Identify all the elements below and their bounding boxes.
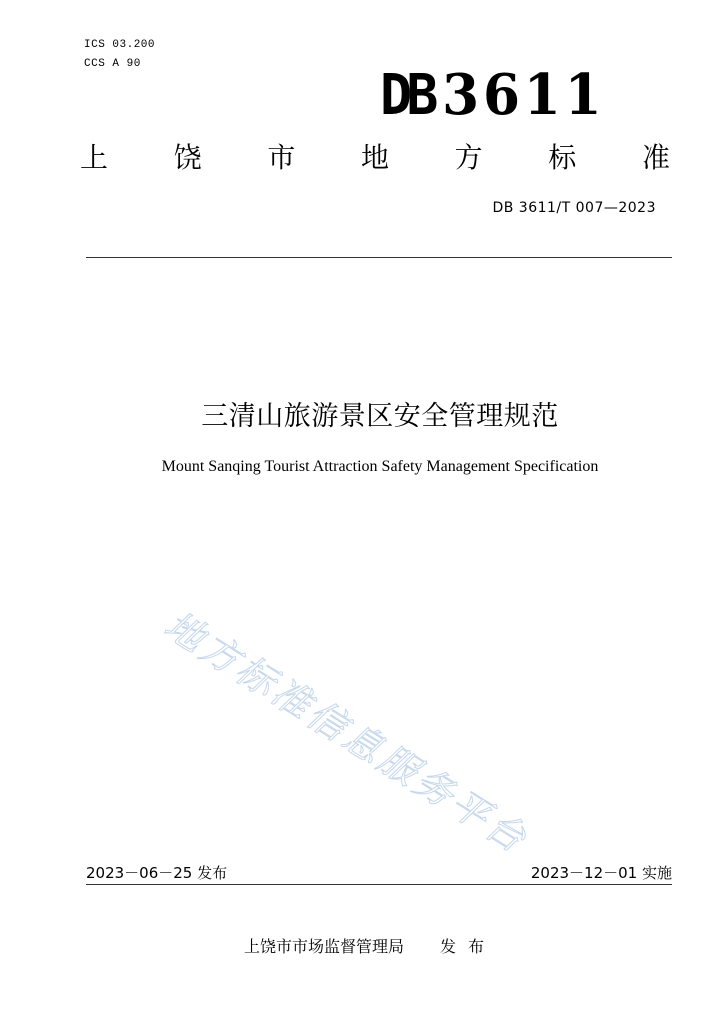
title-chinese: 三清山旅游景区安全管理规范	[201, 401, 559, 432]
standard-type-char: 地	[360, 141, 389, 174]
db-logo-letters: DB	[380, 63, 433, 128]
issuer-line	[8, 934, 724, 957]
issuer-name: 上饶市市场监督管理局	[243, 937, 404, 956]
issue-date: 2023－06－25 发布	[86, 864, 228, 882]
standard-type-heading	[80, 138, 670, 178]
bottom-divider	[86, 884, 672, 885]
title-english: Mount Sanqing Tourist Attraction Safety Management Specification	[161, 458, 599, 475]
top-divider	[86, 257, 672, 258]
standard-type-char: 饶	[173, 141, 202, 174]
issuer-action: 发布	[440, 937, 497, 956]
standard-type-char: 方	[454, 141, 483, 174]
standard-number: DB 3611/T 007—2023	[492, 200, 656, 216]
watermark: 地方标准信息服务平台	[156, 602, 537, 863]
ics-code: ICS 03.200	[84, 39, 156, 51]
standard-type-char: 市	[267, 141, 296, 174]
standard-type-char: 准	[641, 141, 670, 174]
classification-codes	[84, 36, 155, 74]
ccs-code: CCS A 90	[84, 58, 141, 70]
db-logo	[380, 62, 605, 128]
standard-type-char: 标	[548, 141, 577, 174]
db-logo-code: 3611	[442, 62, 606, 128]
standard-type-char: 上	[80, 141, 109, 174]
date-row	[86, 862, 672, 883]
implementation-date: 2023－12－01 实施	[530, 864, 672, 882]
